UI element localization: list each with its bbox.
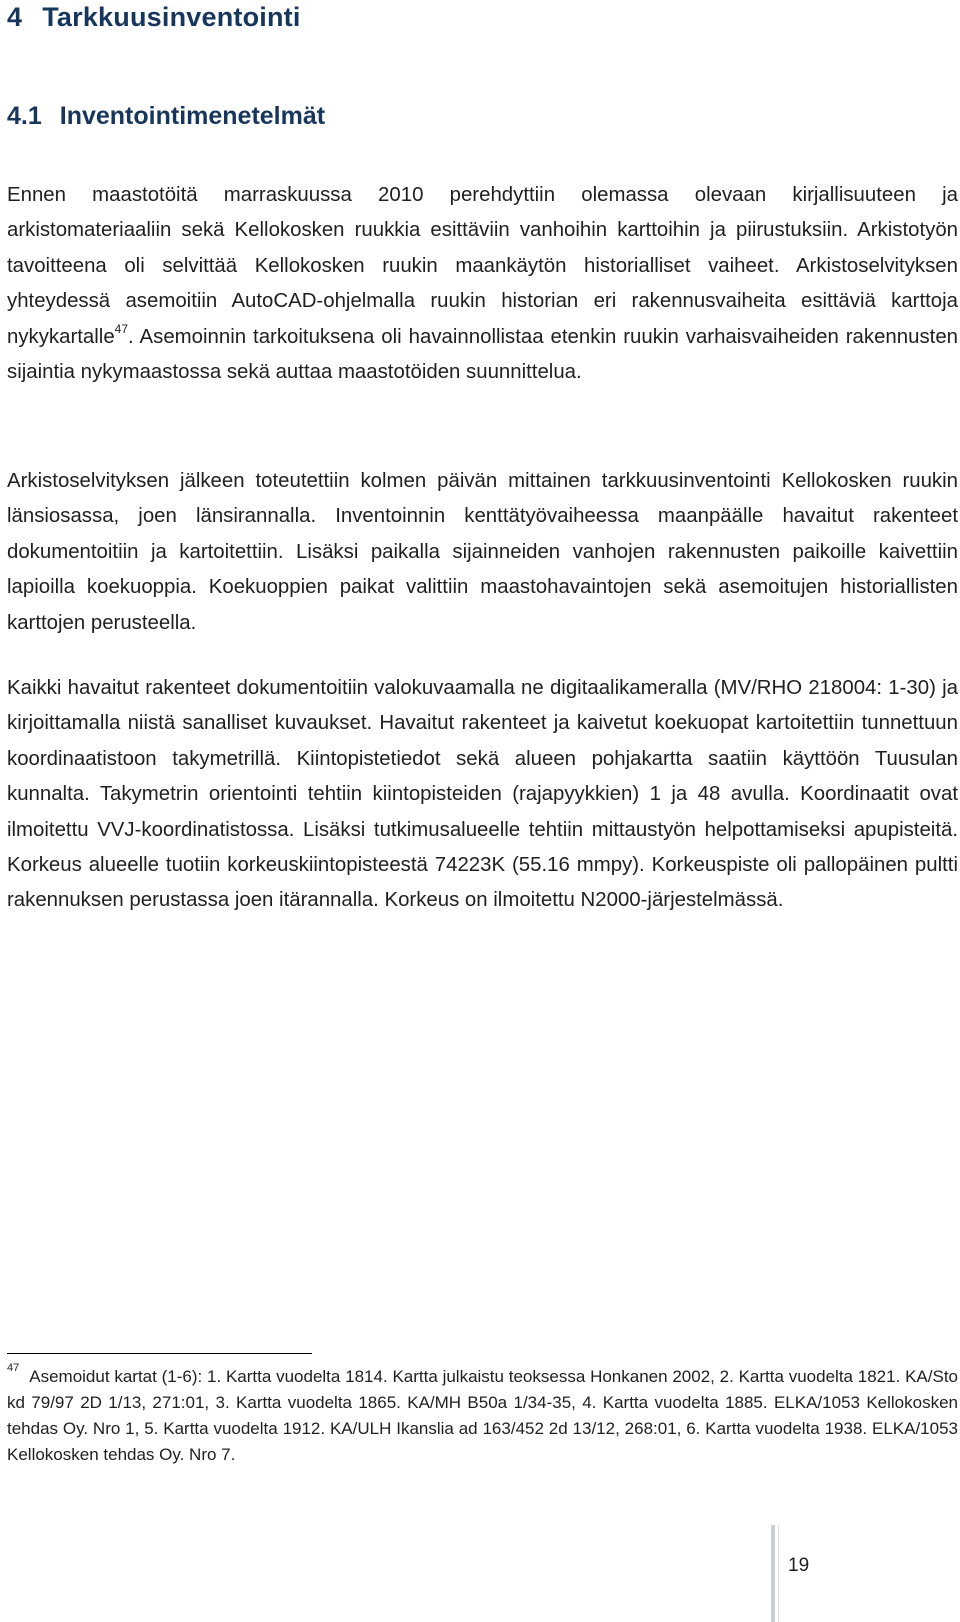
footnote	[7, 1364, 958, 1468]
section-title: Inventointimenetelmät	[59, 102, 326, 130]
section-number: 4.1	[7, 102, 42, 130]
chapter-heading	[7, 2, 301, 33]
paragraph-1	[7, 178, 958, 390]
footnote-reference[interactable]: 47	[114, 321, 129, 336]
chapter-title: Tarkkuusinventointi	[42, 2, 301, 32]
page-number-bar	[771, 1525, 775, 1622]
footnote-number: 47	[7, 1362, 20, 1375]
page-number: 19	[788, 1555, 810, 1576]
paragraph-2: Arkistoselvityksen jälkeen toteutettiin kolmen päivän mittainen tarkkuusinventointi Kellokosken ruukin länsiosassa, joen länsirannalla. Inventoinnin kenttätyövaiheessa maanpäälle havaitut rakenteet dokumentoitiin ja kartoitettiin. Lisäksi paikalla sijainneiden vanhojen rakennusten paikoille kaivettiin lapioilla koekuoppia. Koekuoppien paikat valittiin maastohavaintojen sekä asemoitujen historiallisten karttojen perusteella.	[7, 470, 958, 634]
paragraph-1-text: Ennen maastotöitä marraskuussa 2010 perehdyttiin olemassa olevaan kirjallisuuteen ja arkistomateriaaliin sekä Kellokosken ruukkia esittäviin vanhoihin karttoihin ja piirustuksiin. Arkistotyön tavoitteena oli selvittää Kellokosken ruukin maankäytön historialliset vaiheet. Arkistoselvityksen yhteydessä asemoitiin AutoCAD-ohjelmalla ruukin historian eri rakennusvaiheita esittäviä karttoja nykykartalle	[7, 184, 958, 348]
paragraph-3: Kaikki havaitut rakenteet dokumentoitiin valokuvaamalla ne digitaalikameralla (MV/RHO 218004: 1-30) ja kirjoittamalla niistä sanalliset kuvaukset. Havaitut rakenteet ja kaivetut koekuopat kartoitettiin tunnettuun koordinaatistoon takymetrillä. Kiintopistetiedot sekä alueen pohjakartta saatiin käyttöön Tuusulan kunnalta. Takymetrin orientointi tehtiin kiintopisteiden (rajapyykkien) 1 ja 48 avulla. Koordinaatit ovat ilmoitettu VVJ-koordinatistossa. Lisäksi tutkimusalueelle tehtiin mittaustyön helpottamiseksi apupisteitä. Korkeus alueelle tuotiin korkeuskiintopisteestä 74223K (55.16 mmpy). Korkeuspiste oli pallopäinen pultti rakennuksen perustassa joen itärannalla. Korkeus on ilmoitettu N2000-järjestelmässä.	[7, 677, 958, 912]
footnote-text: Asemoidut kartat (1-6): 1. Kartta vuodelta 1814. Kartta julkaistu teoksessa Honkanen 2002, 2. Kartta vuodelta 1821. KA/Sto kd 79/97 2D 1/13, 271:01, 3. Kartta vuodelta 1865. KA/MH B50a 1/34-35, 4. Kartta vuodelta 1885. ELKA/1053 Kellokosken tehdas Oy. Nro 1, 5. Kartta vuodelta 1912. KA/ULH Ikanslia ad 163/452 2d 13/12, 268:01, 6. Kartta vuodelta 1938. ELKA/1053 Kellokosken tehdas Oy. Nro 7.	[7, 1367, 958, 1464]
page-number-bar-line	[778, 1525, 779, 1622]
section-heading	[7, 102, 325, 131]
chapter-number: 4	[7, 2, 23, 32]
footnote-separator	[7, 1353, 312, 1354]
paragraph-1-text-cont: . Asemoinnin tarkoituksena oli havainnollistaa etenkin ruukin varhaisvaiheiden rakennusten sijaintia nykymaastossa sekä auttaa maastotöiden suunnittelua.	[7, 325, 958, 384]
